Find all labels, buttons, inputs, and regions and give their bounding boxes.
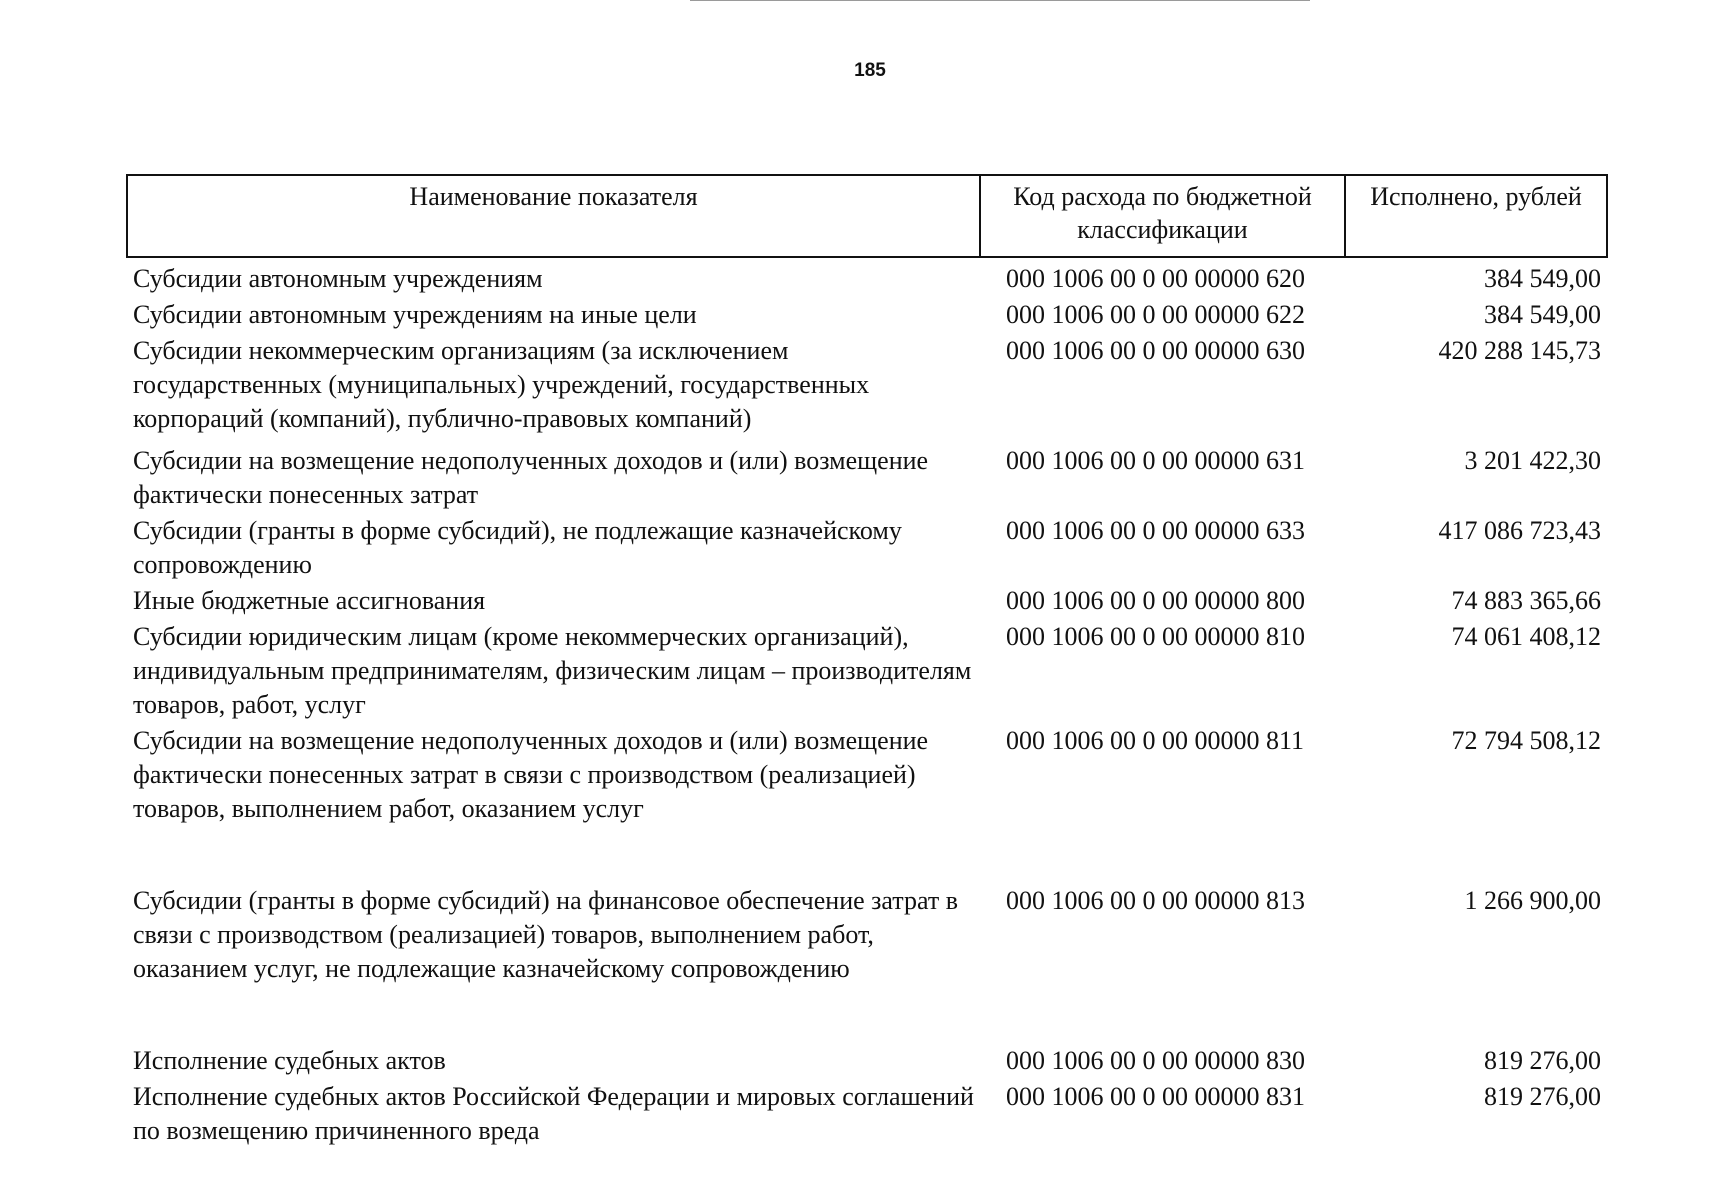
row-amount: 3 201 422,30 [1464, 446, 1601, 475]
row-name: Исполнение судебных актов [133, 1046, 446, 1075]
table-row [127, 334, 1607, 444]
row-code: 000 1006 00 0 00 00000 631 [1006, 446, 1305, 475]
row-amount: 819 276,00 [1484, 1046, 1601, 1075]
row-name: Субсидии на возмещение недополученных доходов и (или) возмещение фактически понесенных затрат в связи с производством (реализацией) товаров, выполнением работ, оказанием услуг [133, 726, 929, 823]
header-indicator-name: Наименование показателя [127, 175, 980, 257]
row-amount: 1 266 900,00 [1464, 886, 1601, 915]
row-code: 000 1006 00 0 00 00000 831 [1006, 1082, 1305, 1111]
row-code: 000 1006 00 0 00 00000 810 [1006, 622, 1305, 651]
row-name: Субсидии автономным учреждениям на иные цели [133, 300, 697, 329]
table-row [127, 884, 1607, 1044]
row-name: Субсидии (гранты в форме субсидий), не подлежащие казначейскому сопровождению [133, 516, 902, 579]
table-row [127, 724, 1607, 884]
row-code: 000 1006 00 0 00 00000 813 [1006, 886, 1305, 915]
header-executed-amount: Исполнено, рублей [1345, 175, 1607, 257]
row-name: Иные бюджетные ассигнования [133, 586, 486, 615]
row-name: Субсидии автономным учреждениям [133, 264, 543, 293]
table-row [127, 444, 1607, 514]
row-code: 000 1006 00 0 00 00000 620 [1006, 264, 1305, 293]
expenditure-table [126, 174, 1608, 1150]
row-name: Субсидии юридическим лицам (кроме некоммерческих организаций), индивидуальным предпринимателям, физическим лицам – производителям товаров, работ, услуг [133, 622, 972, 719]
row-name: Субсидии (гранты в форме субсидий) на финансовое обеспечение затрат в связи с производством (реализацией) товаров, выполнением работ, оказанием услуг, не подлежащие казначейскому сопровождению [133, 886, 958, 983]
row-code: 000 1006 00 0 00 00000 800 [1006, 586, 1305, 615]
table-row [127, 257, 1607, 298]
row-amount: 74 883 365,66 [1451, 586, 1601, 615]
row-name: Субсидии некоммерческим организациям (за исключением государственных (муниципальных) учреждений, государственных корпораций (компаний), публично-правовых компаний) [133, 336, 870, 433]
table-row [127, 298, 1607, 334]
table-row [127, 514, 1607, 584]
expenditure-table-container [126, 174, 1606, 1150]
table-row [127, 1080, 1607, 1150]
row-amount: 819 276,00 [1484, 1082, 1601, 1111]
table-row [127, 1044, 1607, 1080]
row-code: 000 1006 00 0 00 00000 622 [1006, 300, 1305, 329]
table-header-row [127, 175, 1607, 257]
row-name: Субсидии на возмещение недополученных доходов и (или) возмещение фактически понесенных затрат [133, 446, 929, 509]
header-budget-code: Код расхода по бюджетной классификации [980, 175, 1345, 257]
row-code: 000 1006 00 0 00 00000 811 [1006, 726, 1305, 755]
table-row [127, 620, 1607, 724]
row-code: 000 1006 00 0 00 00000 633 [1006, 516, 1305, 545]
row-amount: 417 086 723,43 [1438, 516, 1601, 545]
row-amount: 72 794 508,12 [1451, 726, 1601, 755]
table-row [127, 584, 1607, 620]
page-number: 185 [854, 60, 886, 81]
row-code: 000 1006 00 0 00 00000 630 [1006, 336, 1305, 365]
row-amount: 420 288 145,73 [1438, 336, 1601, 365]
row-code: 000 1006 00 0 00 00000 830 [1006, 1046, 1305, 1075]
row-amount: 384 549,00 [1484, 300, 1601, 329]
row-amount: 384 549,00 [1484, 264, 1601, 293]
row-name: Исполнение судебных актов Российской Федерации и мировых соглашений по возмещению причиненного вреда [133, 1082, 974, 1145]
scan-edge-line [690, 0, 1310, 1]
row-amount: 74 061 408,12 [1451, 622, 1601, 651]
